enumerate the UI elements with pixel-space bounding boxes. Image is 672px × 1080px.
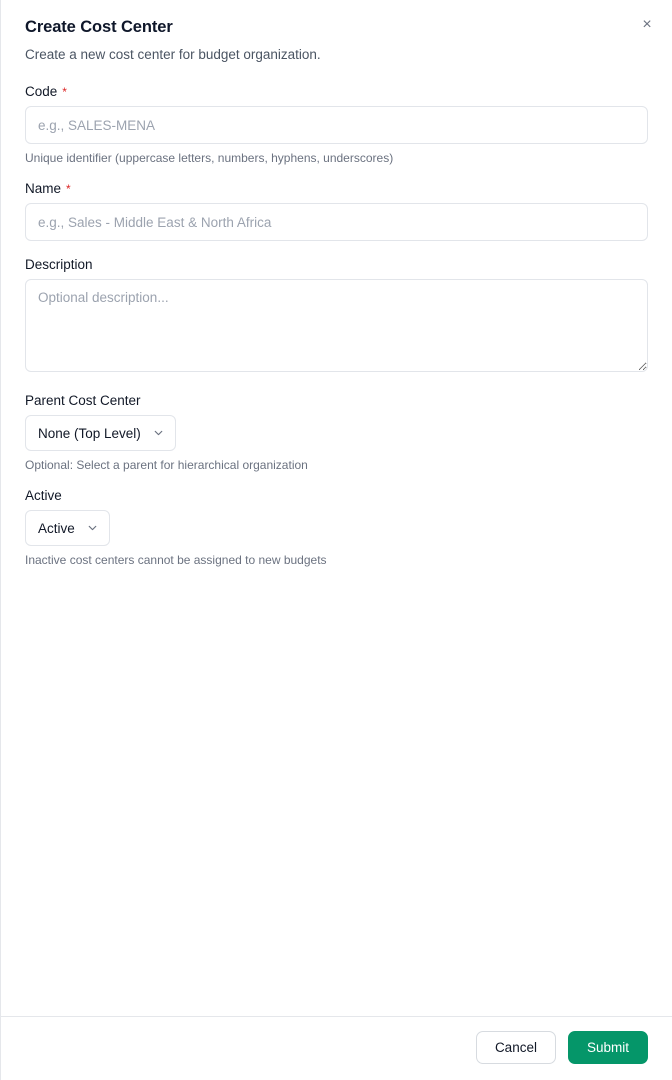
code-hint: Unique identifier (uppercase letters, numbers, hyphens, underscores) (25, 151, 394, 165)
description-label: Description (25, 257, 93, 272)
name-required-mark: * (66, 182, 71, 196)
field-description (25, 257, 648, 377)
parent-cost-center-select-wrap (25, 415, 176, 451)
form-body (1, 0, 672, 794)
page-subtitle: Create a new cost center for budget organization. (25, 47, 321, 62)
active-select-wrap (25, 510, 110, 546)
field-name (25, 181, 648, 241)
field-active (25, 488, 648, 567)
field-code (25, 84, 648, 165)
body-spacer (1, 794, 672, 1015)
description-textarea[interactable] (25, 279, 648, 372)
name-label-text: Name (25, 181, 62, 196)
field-parent-cost-center (25, 393, 648, 472)
active-hint: Inactive cost centers cannot be assigned to new budgets (25, 553, 327, 567)
cancel-button[interactable]: Cancel (476, 1031, 556, 1065)
submit-button[interactable]: Submit (568, 1031, 648, 1065)
name-input[interactable] (25, 203, 648, 241)
close-icon[interactable]: × (636, 14, 658, 36)
page-title: Create Cost Center (25, 18, 173, 36)
parent-cost-center-select[interactable] (25, 415, 176, 451)
code-label-text: Code (25, 84, 58, 99)
parent-cost-center-hint: Optional: Select a parent for hierarchical organization (25, 458, 308, 472)
active-label: Active (25, 488, 62, 503)
name-label (25, 181, 648, 196)
dialog-footer (1, 1016, 672, 1080)
code-required-mark: * (62, 85, 67, 99)
code-label (25, 84, 648, 99)
code-input[interactable] (25, 106, 648, 144)
parent-cost-center-label: Parent Cost Center (25, 393, 141, 408)
active-select[interactable] (25, 510, 110, 546)
